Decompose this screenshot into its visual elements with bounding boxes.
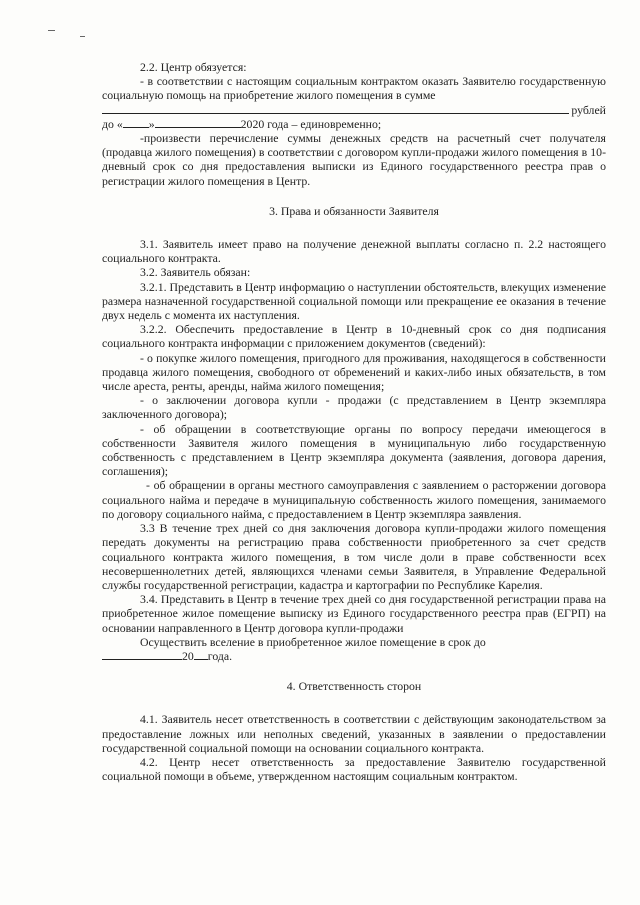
clause-3-3: 3.3 В течение трех дней со дня заключения договора купли-продажи жилого помещения передать документы на регистрацию права собственности приобретенного за счет средств социального контракта жилого помещения, в том числе доли в праве собственности всех несовершеннолетних детей, являющихся членами семьи Заявителя, в Управление Федеральной службы государственной регистрации, кадастра и картографии по Республике Карелия. xyxy=(102,521,606,592)
scan-mark xyxy=(48,30,55,31)
clause-3-2-1: 3.2.1. Представить в Центр информацию о наступлении обстоятельств, влекущих изменение размера назначенной государственной социальной помощи или прекращение ее оказания в течение двух недель с момента их наступления. xyxy=(102,279,606,323)
settlement-year-suffix: года. xyxy=(207,648,233,663)
clause-4-1: 4.1. Заявитель несет ответственность в соответствии с действующим законодательством за предоставление ложных или неполных сведений, указанных в заявлении о предоставлении государственной социальной помощи на основании социального контракта. xyxy=(102,712,606,755)
settlement-year-blank[interactable] xyxy=(194,649,208,660)
deadline-suffix: 2020 года – единовременно; xyxy=(240,116,382,131)
deadline-line xyxy=(102,117,606,131)
clause-2-2: 2.2. Центр обязуется: xyxy=(140,60,247,74)
settlement-date-blank[interactable] xyxy=(102,649,182,660)
settlement-date-line xyxy=(102,649,606,663)
clause-3-4-settlement: Осуществить вселение в приобретенное жилое помещение в срок до xyxy=(140,634,486,649)
amount-blank[interactable] xyxy=(102,103,569,114)
clause-3-2-2-item-1: - о покупке жилого помещения, пригодного для проживания, находящегося в собственности продавца жилого помещения, свободного от обременений и каких-либо иных обязательств, в том числе ареста, ренты, аренды, найма жилого помещения; xyxy=(102,350,606,394)
scan-mark xyxy=(80,36,85,37)
clause-4-2: 4.2. Центр несет ответственность за предоставление Заявителю государственной социальной помощи в объеме, утвержденном настоящим социальным контрактом. xyxy=(102,754,606,784)
settlement-year-prefix: 20 xyxy=(182,648,194,663)
document-body xyxy=(102,60,606,783)
clause-3-2: 3.2. Заявитель обязан: xyxy=(140,265,251,280)
clause-3-2-2-item-3: - об обращении в соответствующие органы по вопросу передачи имеющегося в собственности Заявителя жилого помещения в муниципальную либо государственную собственность с представлением в Центр экземпляра документа (заявления, договора дарения, соглашения); xyxy=(102,421,606,479)
clause-3-1: 3.1. Заявитель имеет право на получение денежной выплаты согласно п. 2.2 настоящего социального контракта. xyxy=(102,237,606,266)
clause-2-2-item-1: - в соответствии с настоящим социальным контрактом оказать Заявителю государственную социальную помощь на приобретение жилого помещения в сумме xyxy=(102,74,606,103)
clause-3-2-2-item-2: - о заключении договора купли - продажи (с представлением в Центр экземпляра заключенного договора); xyxy=(102,393,606,422)
clause-3-2-2: 3.2.2. Обеспечить предоставление в Центр в 10-дневный срок со дня подписания социального контракта информации с приложением документов (сведений): xyxy=(102,322,606,351)
section-3-title: 3. Права и обязанности Заявителя xyxy=(269,203,439,218)
day-blank[interactable] xyxy=(123,117,149,128)
section-4-title: 4. Ответственность сторон xyxy=(286,679,422,694)
month-blank[interactable] xyxy=(155,117,241,128)
scan-marks xyxy=(48,22,108,42)
deadline-quote: » xyxy=(148,116,155,131)
clause-3-2-2-item-4: - об обращении в органы местного самоуправления с заявлением о расторжении договора социального найма и передаче в муниципальную собственность жилого помещения, занимаемого по договору социального найма, с предоставлением в Центр экземпляра заявления. xyxy=(102,478,606,521)
amount-line xyxy=(102,103,606,117)
clause-2-2-item-2: -произвести перечисление суммы денежных средств на расчетный счет получателя (продавца жилого помещения) в соответствии с договором купли-продажи жилого помещения в 10-дневный срок со дня предоставления выписки из Единого государственного реестра прав о регистрации жилого помещения в Центр. xyxy=(102,131,606,188)
clause-3-4: 3.4. Представить в Центр в течение трех дней со дня государственной регистрации права на приобретенное жилое помещение выписку из Единого государственного реестра прав (ЕГРП) на основании направленного в Центр договора купли-продажи xyxy=(102,592,606,635)
deadline-prefix: до « xyxy=(102,116,123,131)
amount-unit: рублей xyxy=(571,102,606,117)
